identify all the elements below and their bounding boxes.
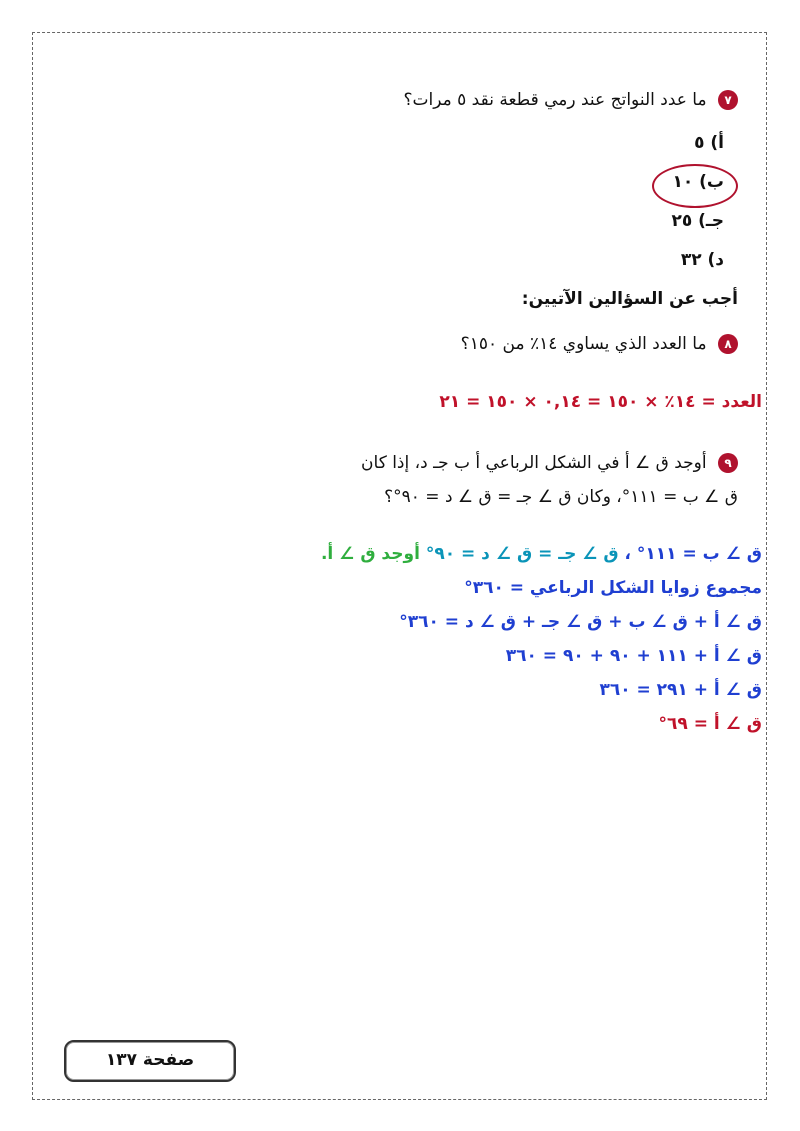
given-angles-c-d: ق ∠ جـ = ق ∠ د = ٩٠° <box>425 544 619 564</box>
question-8 <box>461 334 738 354</box>
page-number-label: صفحة ١٣٧ <box>105 1050 195 1070</box>
question-number-badge: ٧ <box>718 90 738 110</box>
question-number-badge: ٨ <box>718 334 738 354</box>
page-number-box <box>64 1040 236 1082</box>
q9-given <box>321 544 762 564</box>
q9-step2: ق ∠ أ + ق ∠ ب + ق ∠ جـ + ق ∠ د = ٣٦٠° <box>399 612 762 632</box>
q8-solution: العدد = ١٤٪ × ١٥٠ = ٠,١٤ × ١٥٠ = ٢١ <box>439 392 762 412</box>
option-letter: جـ) <box>698 211 724 231</box>
option-value: ٥ <box>694 133 705 153</box>
q9-step1: مجموع زوايا الشكل الرباعي = ٣٦٠° <box>464 578 762 598</box>
option-letter: أ) <box>710 133 724 153</box>
option-d <box>681 250 724 270</box>
option-c <box>671 211 724 231</box>
option-letter: ب) <box>699 172 724 192</box>
question-8-text: ما العدد الذي يساوي ١٤٪ من ١٥٠؟ <box>460 334 707 354</box>
question-9-line1: أوجد ق ∠ أ في الشكل الرباعي أ ب جـ د، إذا كان <box>361 453 707 473</box>
option-value: ١٠ <box>672 172 694 192</box>
q9-step4: ق ∠ أ + ٢٩١ = ٣٦٠ <box>599 680 762 700</box>
question-number-badge: ٩ <box>718 453 738 473</box>
option-letter: د) <box>707 250 724 270</box>
question-9-line2: ق ∠ ب = ١١١°، وكان ق ∠ جـ = ق ∠ د = ٩٠°؟ <box>384 487 738 507</box>
given-angle-b: ق ∠ ب = ١١١° ، <box>618 544 762 564</box>
q9-step3: ق ∠ أ + ١١١ + ٩٠ + ٩٠ = ٣٦٠ <box>505 646 762 666</box>
option-value: ٣٢ <box>680 250 702 270</box>
option-value: ٢٥ <box>671 211 693 231</box>
question-9 <box>361 453 738 473</box>
answer-circle <box>652 164 738 208</box>
question-7 <box>403 90 738 110</box>
question-7-text: ما عدد النواتج عند رمي قطعة نقد ٥ مرات؟ <box>403 90 707 110</box>
find-angle-a: أوجد ق ∠ أ. <box>320 544 420 564</box>
option-a <box>694 133 724 153</box>
section-header: أجب عن السؤالين الآتيين: <box>521 289 738 309</box>
q9-answer: ق ∠ أ = ٦٩° <box>658 714 762 734</box>
